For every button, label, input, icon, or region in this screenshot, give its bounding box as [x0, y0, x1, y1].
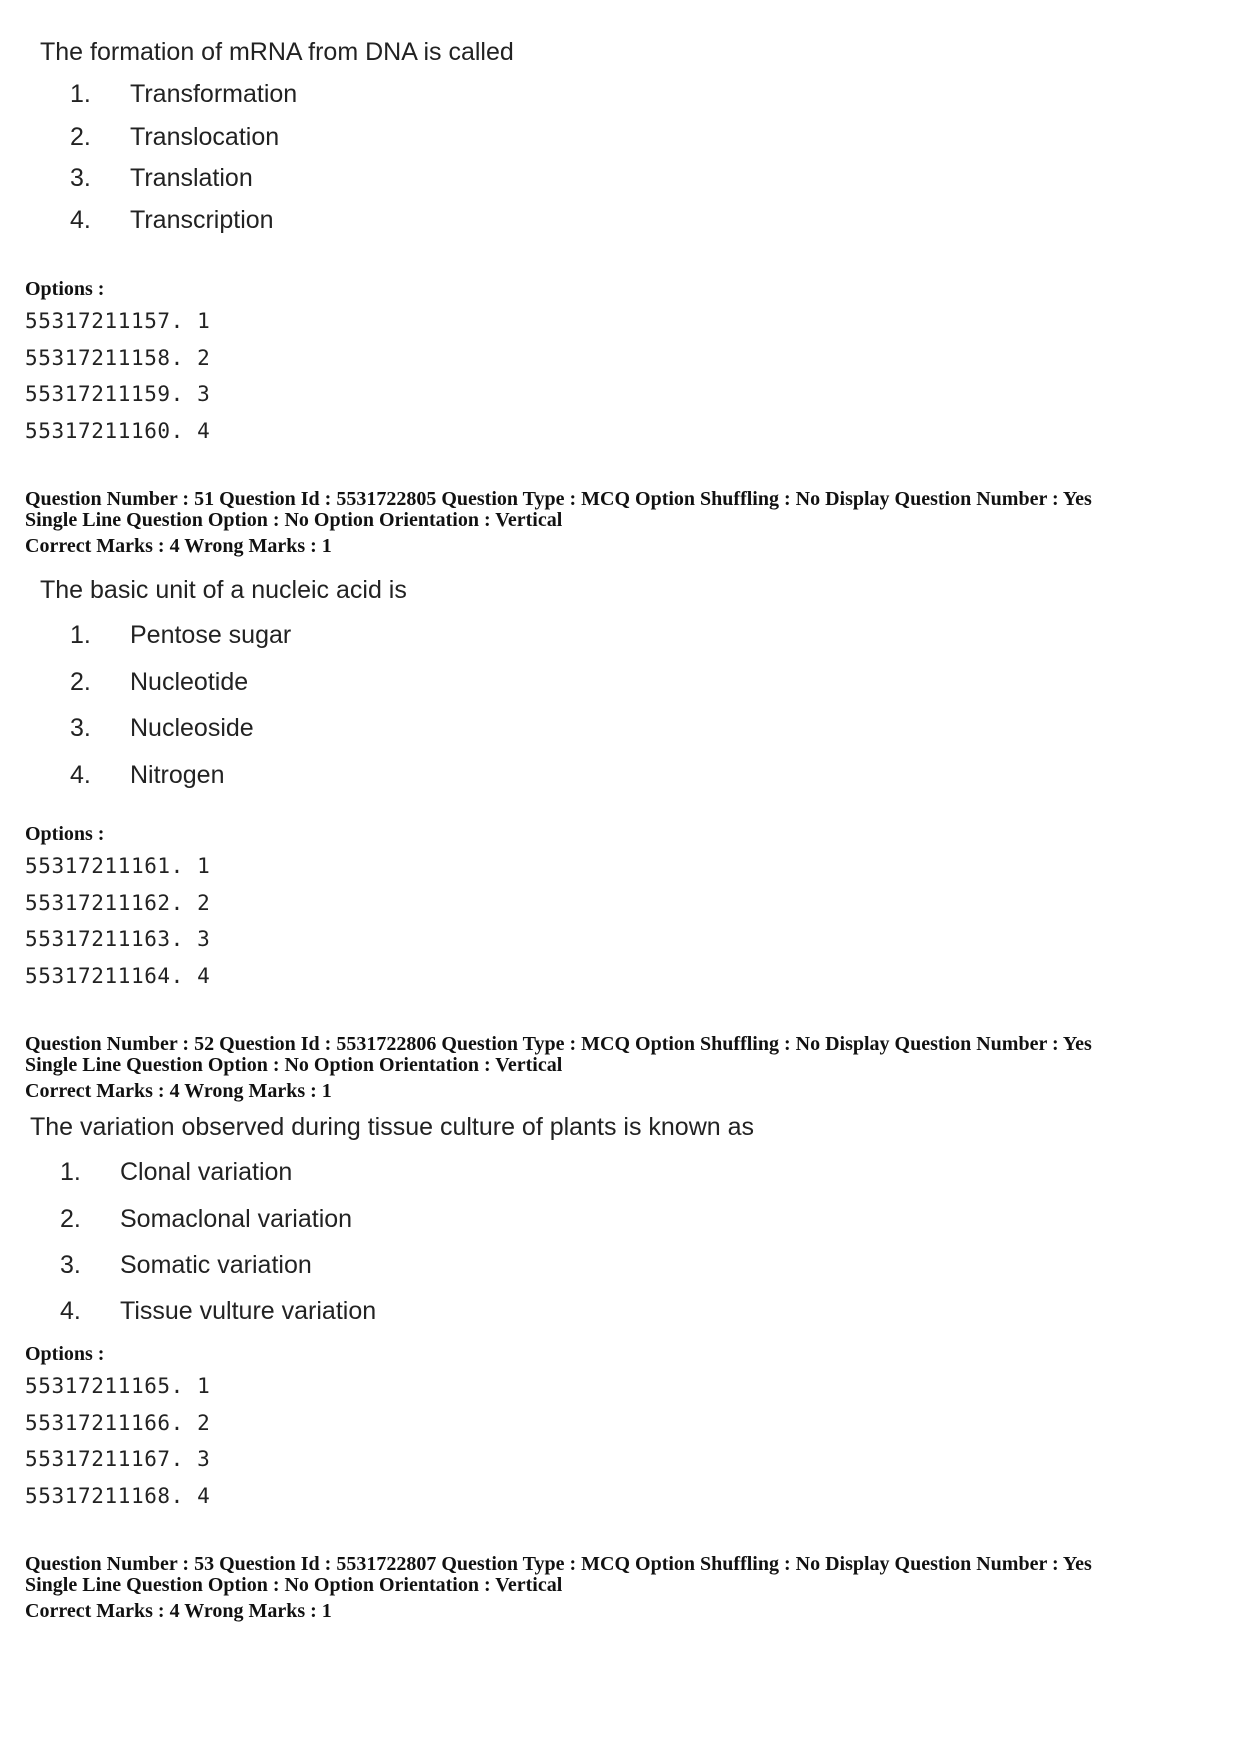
- choice-text: Clonal variation: [120, 1158, 293, 1186]
- question-meta-line: Single Line Question Option : No Option Orientation : Vertical: [25, 509, 563, 531]
- option-id: 55317211166. 2: [25, 1411, 211, 1435]
- option-id: 55317211164. 4: [25, 964, 211, 988]
- options-label: Options :: [25, 278, 105, 300]
- choice-number: 1.: [70, 80, 91, 108]
- options-label: Options :: [25, 823, 105, 845]
- choice-text: Pentose sugar: [130, 621, 292, 649]
- choice-text: Nucleoside: [130, 714, 254, 742]
- question-meta-line: Question Number : 53 Question Id : 5531722807 Question Type : MCQ Option Shuffling : No Display Question Number : Yes: [25, 1553, 1092, 1575]
- choice-number: 1.: [70, 621, 91, 649]
- question-meta-line: Question Number : 51 Question Id : 5531722805 Question Type : MCQ Option Shuffling : No Display Question Number : Yes: [25, 488, 1092, 510]
- marks-line: Correct Marks : 4 Wrong Marks : 1: [25, 1600, 332, 1622]
- option-id: 55317211168. 4: [25, 1484, 211, 1508]
- choice-number: 3.: [60, 1251, 81, 1279]
- choice-number: 1.: [60, 1158, 81, 1186]
- option-id: 55317211157. 1: [25, 309, 211, 333]
- choice-number: 2.: [60, 1205, 81, 1233]
- choice-text: Translocation: [130, 123, 280, 151]
- choice-text: Tissue vulture variation: [120, 1297, 377, 1325]
- option-id: 55317211162. 2: [25, 891, 211, 915]
- marks-line: Correct Marks : 4 Wrong Marks : 1: [25, 1080, 332, 1102]
- question-meta-line: Question Number : 52 Question Id : 5531722806 Question Type : MCQ Option Shuffling : No Display Question Number : Yes: [25, 1033, 1092, 1055]
- options-label: Options :: [25, 1343, 105, 1365]
- choice-text: Transformation: [130, 80, 298, 108]
- choice-text: Nucleotide: [130, 668, 249, 696]
- choice-number: 4.: [60, 1297, 81, 1325]
- choice-text: Somatic variation: [120, 1251, 312, 1279]
- choice-number: 3.: [70, 164, 91, 192]
- choice-number: 2.: [70, 123, 91, 151]
- question-meta-line: Single Line Question Option : No Option Orientation : Vertical: [25, 1574, 563, 1596]
- question-text: The basic unit of a nucleic acid is: [40, 576, 407, 604]
- question-meta: [25, 489, 1092, 557]
- choice-number: 3.: [70, 714, 91, 742]
- question-text: The formation of mRNA from DNA is called: [40, 38, 514, 66]
- question-meta: [25, 1034, 1092, 1102]
- option-id: 55317211161. 1: [25, 854, 211, 878]
- choice-text: Somaclonal variation: [120, 1205, 353, 1233]
- option-id: 55317211159. 3: [25, 382, 211, 406]
- question-text: The variation observed during tissue culture of plants is known as: [30, 1113, 754, 1141]
- question-meta-line: Single Line Question Option : No Option Orientation : Vertical: [25, 1054, 563, 1076]
- marks-line: Correct Marks : 4 Wrong Marks : 1: [25, 535, 332, 557]
- choice-number: 2.: [70, 668, 91, 696]
- choice-text: Transcription: [130, 206, 274, 234]
- option-id: 55317211160. 4: [25, 419, 211, 443]
- option-id: 55317211165. 1: [25, 1374, 211, 1398]
- choice-number: 4.: [70, 206, 91, 234]
- question-meta: [25, 1554, 1092, 1622]
- choice-text: Translation: [130, 164, 253, 192]
- option-id: 55317211158. 2: [25, 346, 211, 370]
- option-id: 55317211167. 3: [25, 1447, 211, 1471]
- choice-number: 4.: [70, 761, 91, 789]
- option-id: 55317211163. 3: [25, 927, 211, 951]
- choice-text: Nitrogen: [130, 761, 225, 789]
